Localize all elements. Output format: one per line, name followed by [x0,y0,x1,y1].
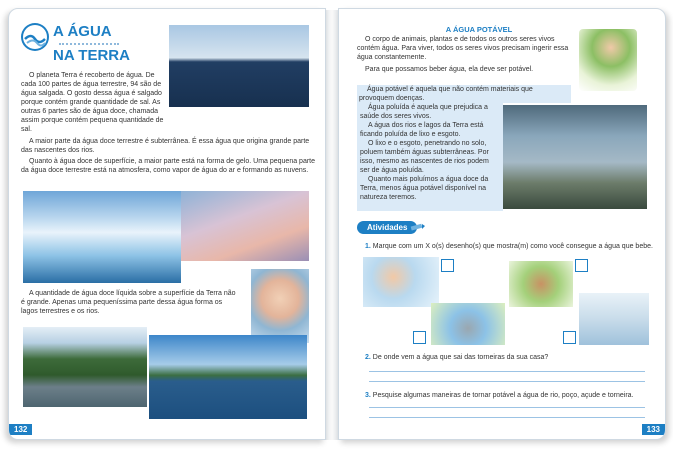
ocean-photo [169,25,309,107]
question-1: 1. Marque com um X o(s) desenho(s) que mostra(m) como você consegue a água que bebe. [365,243,653,250]
definition-potable: Água potável é aquela que não contém materiais que provoquem doenças. [359,86,533,102]
well-illustration [509,261,573,307]
donkey-water-illustration [431,303,505,345]
sewage-pipe-photo [503,105,647,209]
definition-polluted: Água poluída é aquela que prejudica a saúde dos seres vivos. [360,104,488,120]
answer-line[interactable] [369,417,645,418]
answer-line[interactable] [369,371,645,372]
page-number: 132 [9,424,32,435]
left-page [8,8,326,440]
page-number: 133 [642,424,665,435]
intro-text: O planeta Terra é recoberto de água. De cada 100 partes de água terrestre, 94 são de água salgada. O gosto dessa água é salgado porque contém grande quantidade de sal. As outras 6 partes são de água doce, chamada assim porque contém pequena quantidade de sal. [21,72,164,133]
answer-checkbox-3[interactable] [413,331,426,344]
right-page [338,8,666,440]
pollution-underground: O lixo e o esgoto, penetrando no solo, poluem também águas subterrâneas. Por isso, mesmo as nascentes de rios podem ser de água poluída. [360,140,489,174]
child-watering-illustration [579,29,637,91]
paragraph-lakes-rivers: A quantidade de água doce líquida sobre a superfície da Terra não é grande. Apenas uma pequeníssima parte dessa água forma os lagos terrestres e os rios. [21,290,236,315]
water-globe-icon [21,23,49,51]
answer-line[interactable] [369,407,645,408]
section-title: A ÁGUA POTÁVEL [445,25,513,34]
girl-at-faucet-illustration [363,257,439,307]
boy-drinking-photo [251,269,309,343]
clouds-photo [181,191,309,261]
question-2: 2. De onde vem a água que sai das torneiras da sua casa? [365,354,549,361]
iceberg-photo [23,191,181,283]
paragraph-groundwater: A maior parte da água doce terrestre é subterrânea. É essa água que origina grande parte das nascentes dos rios. [21,138,310,154]
bottled-water-illustration [579,293,649,345]
question-3: 3. Pesquise algumas maneiras de tornar potável a água de rio, poço, açude e torneira. [365,392,634,399]
lake-photo [149,335,307,419]
pencil-icon [409,220,425,232]
pollution-conclusion: Quanto mais poluímos a água doce da Terra, menos água potável disponível na natureza teremos. [360,176,489,201]
pollution-rivers: A água dos rios e lagos da Terra está ficando poluída de lixo e esgoto. [360,122,484,138]
answer-checkbox-2[interactable] [575,259,588,272]
page-title: A ÁGUA NA TERRA [53,23,130,64]
paragraph-surface-water: Quanto à água doce de superfície, a maior parte está na forma de gelo. Uma pequena parte da água doce terrestre está na atmosfera, como vapor de água do ar e formando as nuvens. [21,158,316,174]
answer-checkbox-1[interactable] [441,259,454,272]
pollution-box [357,103,503,211]
paragraph-living-beings: O corpo de animais, plantas e de todos os outros seres vivos contém água. Para viver, todos os seres vivos precisam ingerir essa água constantemente. [357,36,569,61]
definition-box [357,85,571,103]
answer-checkbox-4[interactable] [563,331,576,344]
activities-badge: Atividades [357,221,417,234]
river-bridge-photo [23,327,147,407]
paragraph-potable: Para que possamos beber água, ela deve ser potável. [365,66,534,73]
answer-line[interactable] [369,381,645,382]
